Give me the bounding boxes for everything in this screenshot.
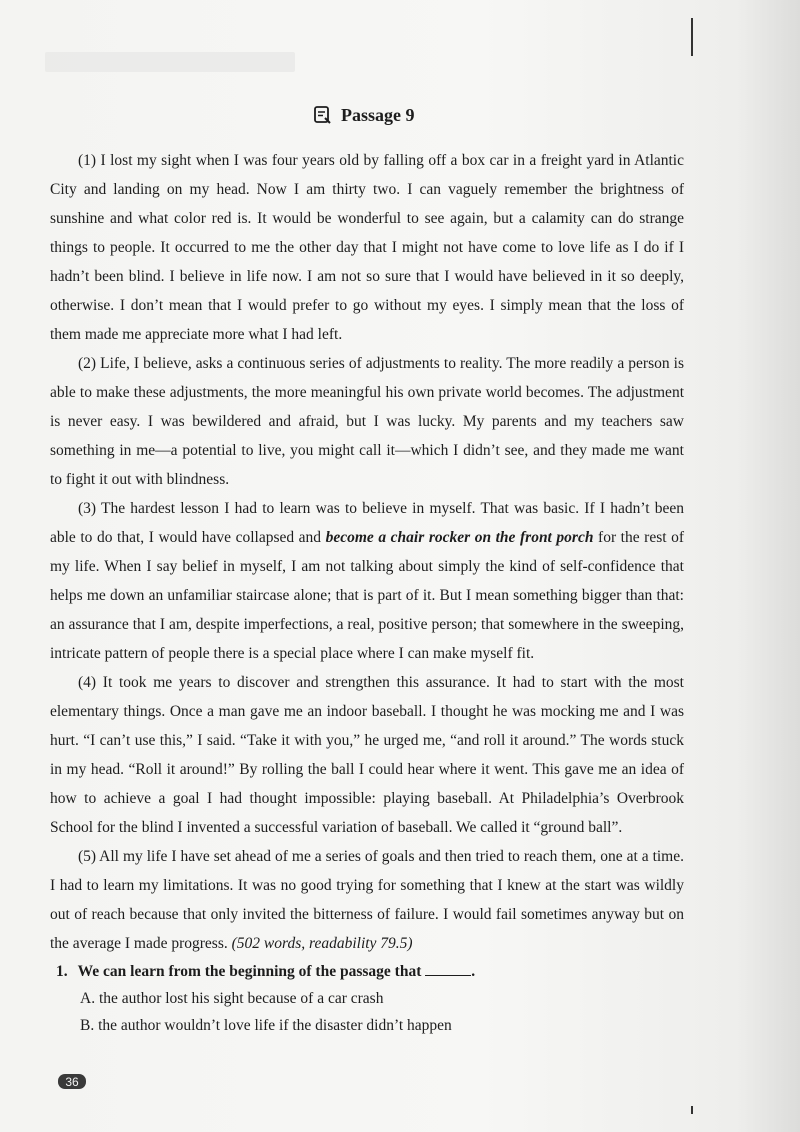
paragraph-4: (4) It took me years to discover and strengthen this assurance. It had to start with the most elementary things. Once a man gave me an indoor baseball. I thought he was mocking me and I was hurt. “I can’t use this,” I said. “Take it with you,” he urged me, “and roll it around.” The words stuck in my head. “Roll it around!” By rolling the ball I could hear where it went. This gave me an idea of how to achieve a goal I had thought impossible: playing baseball. At Philadelphia’s Overbrook School for the blind I invented a successful variation of baseball. We called it “ground ball”. [50,674,684,836]
paragraph-3 [50,494,684,668]
question-number: 1. [56,963,68,980]
document-icon [313,105,333,125]
paragraph-3-end: for the rest of my life. When I say belief in myself, I am not talking about simply the kind of self-confidence that helps me down an unfamiliar staircase alone; that is part of it. But I mean something bigger than that: an assurance that I am, despite imperfections, a real, positive person; that somewhere in the sweeping, intricate pattern of people there is a special place where I can make myself fit. [50,529,685,662]
option-a[interactable]: A. the author lost his sight because of a car crash [80,990,384,1007]
passage-title-text: Passage 9 [341,104,415,125]
passage-body [50,146,684,958]
paragraph-2: (2) Life, I believe, asks a continuous series of adjustments to reality. The more readily a person is able to make these adjustments, the more meaningful his own private world becomes. The adjustment is never easy. I was bewildered and afraid, but I was lucky. My parents and my teachers saw something in me—a potential to live, you might call it—which I didn’t see, and they made me want to fight it out with blindness. [50,355,684,488]
question-end: . [471,963,476,980]
page-edge-mark [691,18,693,56]
question-1 [56,958,676,1039]
option-b[interactable]: B. the author wouldn’t love life if the disaster didn’t happen [80,1017,452,1034]
question-stem [56,958,676,985]
paragraph-3-start: (3) The hardest lesson I had to learn was to believe in myself. That was basic. If I hadn’t been able to do that, I would have collapsed and [50,500,684,546]
page-edge-mark [691,1106,693,1114]
paragraph-5 [50,842,684,958]
page-number: 36 [58,1074,86,1089]
bleed-through-header [45,52,295,72]
emphasized-phrase: become a chair rocker on the front porch [325,529,594,546]
paragraph-1: (1) I lost my sight when I was four years old by falling off a box car in a freight yard in Atlantic City and landing on my head. Now I am thirty two. I can vaguely remember the brightness of sunshine and what color red is. It would be wonderful to see again, but a calamity can do strange things to people. It occurred to me the other day that I might not have come to love life as I do if I hadn’t been blind. I believe in life now. I am not so sure that I would have believed in it so deeply, otherwise. I don’t mean that I would prefer to go without my eyes. I simply mean that the loss of them made me appreciate more what I had left. [50,152,684,343]
paragraph-5-text: (5) All my life I have set ahead of me a series of goals and then tried to reach them, one at a time. I had to learn my limitations. It was no good trying for something that I knew at the start was wildly out of reach because that only invited the bitterness of failure. I would fail sometimes anyway but on the average I made progress. [50,848,684,952]
answer-blank [425,959,471,976]
passage-title [313,102,415,128]
word-count-readability: (502 words, readability 79.5) [231,935,413,952]
question-text: We can learn from the beginning of the passage that [77,963,422,980]
